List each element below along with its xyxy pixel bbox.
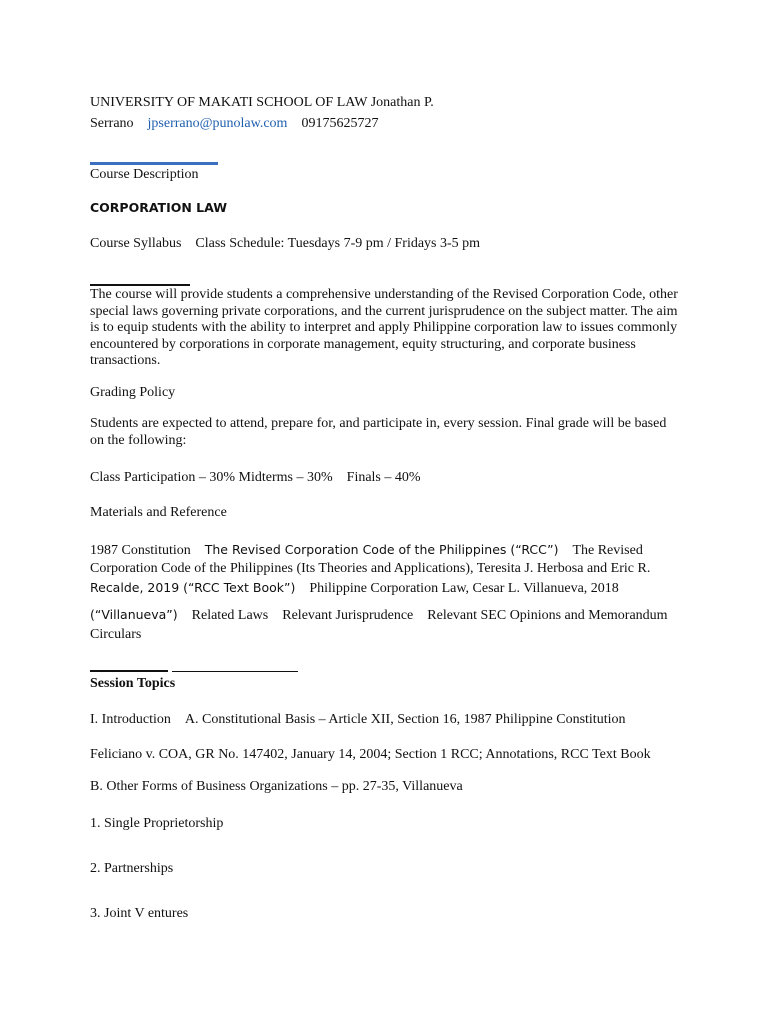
materials-line-3 bbox=[90, 579, 619, 597]
class-participation-weight: Class Participation – 30% bbox=[90, 470, 236, 485]
topic-item-1: 1. Single Proprietorship bbox=[90, 816, 224, 831]
syllabus-label: Course Syllabus bbox=[90, 236, 182, 251]
ref-related-laws: Related Laws bbox=[191, 608, 269, 623]
topic-feliciano: Feliciano v. COA, GR No. 147402, January 14, 2004; Section 1 RCC; Annotations, RCC Text Book bbox=[90, 747, 651, 762]
midterms-weight: Midterms – 30% bbox=[238, 470, 333, 485]
topic-introduction-line bbox=[90, 711, 625, 728]
materials-line-5: Circulars bbox=[90, 627, 142, 642]
topic-introduction: I. Introduction bbox=[90, 712, 171, 727]
materials-line-1 bbox=[90, 541, 643, 559]
topic-item-2: 2. Partnerships bbox=[90, 861, 174, 876]
grading-policy-label: Grading Policy bbox=[90, 385, 176, 400]
ref-rcc-text-start: The Revised bbox=[572, 543, 643, 558]
header-line-1: UNIVERSITY OF MAKATI SCHOOL OF LAW Jonathan P. bbox=[90, 95, 434, 110]
ref-villanueva-short: (“Villanueva”) bbox=[90, 607, 178, 622]
email-link[interactable]: jpserrano@punolaw.com bbox=[147, 116, 288, 131]
materials-line-4 bbox=[90, 606, 668, 624]
ref-villanueva: Philippine Corporation Law, Cesar L. Villanueva, 2018 bbox=[309, 581, 619, 596]
course-description-text: The course will provide students a comprehensive understanding of the Revised Corporation Code, other special laws governing private corporations, and the current jurisprudence on the subject matter. The aim is to equip students with the ability to interpret and apply Philippine corporation law to issues commonly encountered by corporations in corporate management, equity structuring, and corporate business transactions. bbox=[90, 287, 678, 368]
course-description-label: Course Description bbox=[90, 167, 199, 182]
ref-rcc-text-end: Recalde, 2019 (“RCC Text Book”) bbox=[90, 580, 296, 595]
topic-constitutional-basis: A. Constitutional Basis – Article XII, Section 16, 1987 Philippine Constitution bbox=[184, 712, 626, 727]
ref-jurisprudence: Relevant Jurisprudence bbox=[282, 608, 414, 623]
grading-policy-text: Students are expected to attend, prepare for, and participate in, every session. Final grade will be based on the following: bbox=[90, 416, 667, 448]
course-title: CORPORATION LAW bbox=[90, 200, 228, 215]
materials-line-2: Corporation Code of the Philippines (Its Theories and Applications), Teresita J. Herbosa and Eric R. bbox=[90, 561, 651, 576]
ref-constitution: 1987 Constitution bbox=[90, 543, 191, 558]
session-topics-label: Session Topics bbox=[90, 676, 176, 691]
grade-breakdown bbox=[90, 469, 421, 486]
black-divider-long bbox=[172, 671, 298, 672]
topic-item-3: 3. Joint V entures bbox=[90, 906, 189, 921]
phone-number: 09175625727 bbox=[301, 116, 379, 131]
blue-divider bbox=[90, 162, 218, 165]
finals-weight: Finals – 40% bbox=[346, 470, 421, 485]
ref-sec-opinions: Relevant SEC Opinions and Memorandum bbox=[427, 608, 668, 623]
class-schedule: Class Schedule: Tuesdays 7-9 pm / Fridays 3-5 pm bbox=[195, 236, 481, 251]
materials-label: Materials and Reference bbox=[90, 505, 227, 520]
header-line-2 bbox=[90, 115, 378, 132]
ref-rcc: The Revised Corporation Code of the Philippines (“RCC”) bbox=[204, 542, 559, 557]
topic-other-forms: B. Other Forms of Business Organizations – pp. 27-35, Villanueva bbox=[90, 779, 463, 794]
author-surname: Serrano bbox=[90, 116, 134, 131]
black-divider bbox=[90, 284, 190, 286]
black-divider-short bbox=[90, 670, 168, 672]
syllabus-line bbox=[90, 235, 480, 252]
